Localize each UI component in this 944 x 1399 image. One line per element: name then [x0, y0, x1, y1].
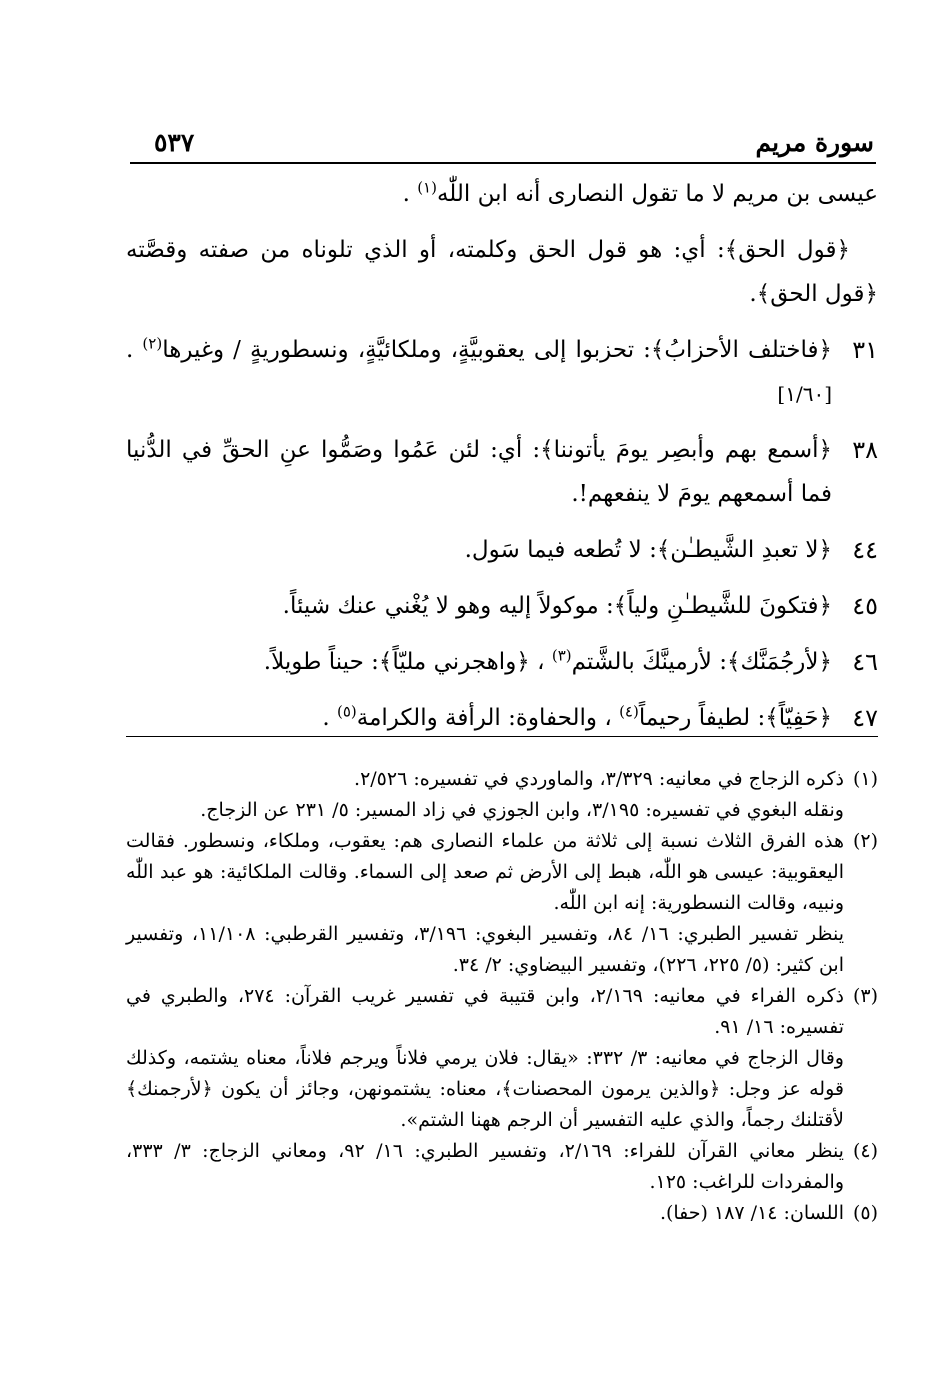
paragraph-text: عيسى بن مريم لا ما تقول النصارى أنه ابن اللّٰه: [436, 181, 878, 207]
entry-text: ﴿فاختلف الأحزابُ﴾: تحزبوا إلى يعقوبيَّةٍ، وملكائيَّةٍ، ونسطوريةٍ / وغيرها: [162, 337, 833, 363]
paragraph-end: .: [402, 181, 418, 207]
footnote-marker: (٣): [551, 646, 572, 665]
verse-number: ٤٥: [852, 592, 878, 620]
entry-text-b: ، والحفاوة: الرأفة والكرامة: [356, 705, 620, 731]
footnote: [126, 826, 878, 981]
paragraph-haqq: [126, 228, 878, 316]
entry-text: ﴿فتكونَ للشَّيطـٰنِ ولياً﴾: موكولاً إليه وهو لا يُغْني عنك شيئاً.: [282, 593, 832, 619]
footnote-line: وقال الزجاج في معانيه: ٣/ ٣٣٢: «يقال: فلان يرمي فلاناً ويرجم فلاناً، معناه يشتمه، وكذلك قوله عز وجل: ﴿والذين يرمون المحصنات﴾، معناه: يشتمونهن، وجائز أن يكون ﴿لأرجمنك﴾ لأقتلنك رجماً، والذي عليه التفسير أن الرجم ههنا الشتم».: [126, 1047, 844, 1131]
verse-number: ٣٨: [852, 436, 878, 464]
header-rule: [130, 162, 876, 164]
footnote: [126, 764, 878, 826]
footnote-number: (٤): [852, 1140, 878, 1162]
footnote-line: هذه الفرق الثلاث نسبة إلى ثلاثة من علماء النصارى هم: يعقوب، وملكاء، ونسطور. فقالت اليعقوبية: عيسى هو اللّٰه، هبط إلى الأرض ثم صعد إلى السماء. وقالت الملكائية: هو عبد اللّٰه ونبيه، وقالت النسطورية: إنه ابن اللّٰه.: [126, 830, 844, 914]
footnote-line: ينظر معاني القرآن للفراء: ٢/١٦٩، وتفسير الطبري: ١٦/ ٩٢، ومعاني الزجاج: ٣/ ٣٣٣، والمفردات للراغب: ١٢٥.: [126, 1140, 844, 1193]
verse-entry: [126, 528, 878, 572]
entry-text-a: ﴿حَفِيّاً﴾: لطيفاً رحيماً: [638, 705, 832, 731]
verse-number: ٤٦: [852, 648, 878, 676]
page-header: [130, 128, 874, 166]
verse-entry: [126, 696, 878, 740]
main-text: [126, 172, 878, 740]
verse-number: ٤٧: [852, 704, 878, 732]
footnote-line: ذكره الفراء في معانيه: ٢/١٦٩، وابن قتيبة في تفسير غريب القرآن: ٢٧٤، والطبري في تفسيره: ١٦/ ٩١.: [126, 985, 845, 1038]
running-title: سورة مريم: [755, 128, 874, 157]
footnote-line: ذكره الزجاج في معانيه: ٣/٣٢٩، والماوردي في تفسيره: ٢/٥٢٦.: [354, 768, 844, 790]
paragraph-continuation: [126, 172, 878, 216]
footnote-number: (٥): [852, 1202, 878, 1224]
footnote: [126, 1136, 878, 1198]
entry-text: ﴿لا تعبدِ الشَّيطـٰن﴾: لا تُطعه فيما سَول.: [464, 537, 832, 563]
footnotes: [126, 764, 878, 1229]
verse-number: ٤٤: [852, 536, 878, 564]
footnote-marker: (١): [417, 178, 437, 197]
footnote-marker: (٥): [336, 702, 357, 721]
footnote-marker: (٤): [619, 702, 639, 721]
footnote: [126, 1198, 878, 1229]
entry-end: .: [322, 705, 337, 731]
verse-entry: [126, 428, 878, 516]
entry-end: .: [126, 337, 143, 363]
verse-entry: [126, 328, 878, 416]
entry-text: ﴿أسمع بهم وأبصِر يومَ يأتوننا﴾: أي: لئن عَمُوا وصَمُّوا عنِ الحقِّ في الدُّنيا فما أسمعهم يومَ لا ينفعهم!.: [126, 437, 832, 507]
entry-text-b: ، ﴿واهجرني مليّاً﴾: حيناً طويلاً.: [263, 649, 552, 675]
footnote-marker: (٢): [142, 334, 163, 353]
verse-entry: [126, 584, 878, 628]
footnote-line: ينظر تفسير الطبري: ١٦/ ٨٤، وتفسير البغوي: ٣/١٩٦، وتفسير القرطبي: ١١/١٠٨، وتفسير ابن كثير: (٥/ ٢٢٥، ٢٢٦)، وتفسير البيضاوي: ٢/ ٣٤.: [126, 923, 844, 976]
paragraph-text: ﴿قول الحق﴾: أي: هو قول الحق وكلمته، أو الذي تلوناه من صفته وقصَّته ﴿قول الحق﴾.: [126, 237, 878, 307]
footnote-number: (١): [852, 768, 878, 790]
manuscript-reference: [١/٦٠]: [777, 382, 832, 406]
entry-text-a: ﴿لأرجُمَنَّك﴾: لأرمينَّكَ بالشَّتم: [571, 649, 832, 675]
page-number: ٥٣٧: [154, 128, 195, 157]
footnote-number: (٣): [852, 985, 878, 1007]
footnote-line: ونقله البغوي في تفسيره: ٣/١٩٥، وابن الجوزي في زاد المسير: ٥/ ٢٣١ عن الزجاج.: [200, 799, 844, 821]
footnote-line: اللسان: ١٤/ ١٨٧ (حفا).: [659, 1202, 844, 1224]
footnote: [126, 981, 878, 1136]
footnote-rule: [126, 736, 878, 737]
footnote-number: (٢): [852, 830, 878, 852]
verse-number: ٣١: [852, 336, 878, 364]
verse-entry: [126, 640, 878, 684]
